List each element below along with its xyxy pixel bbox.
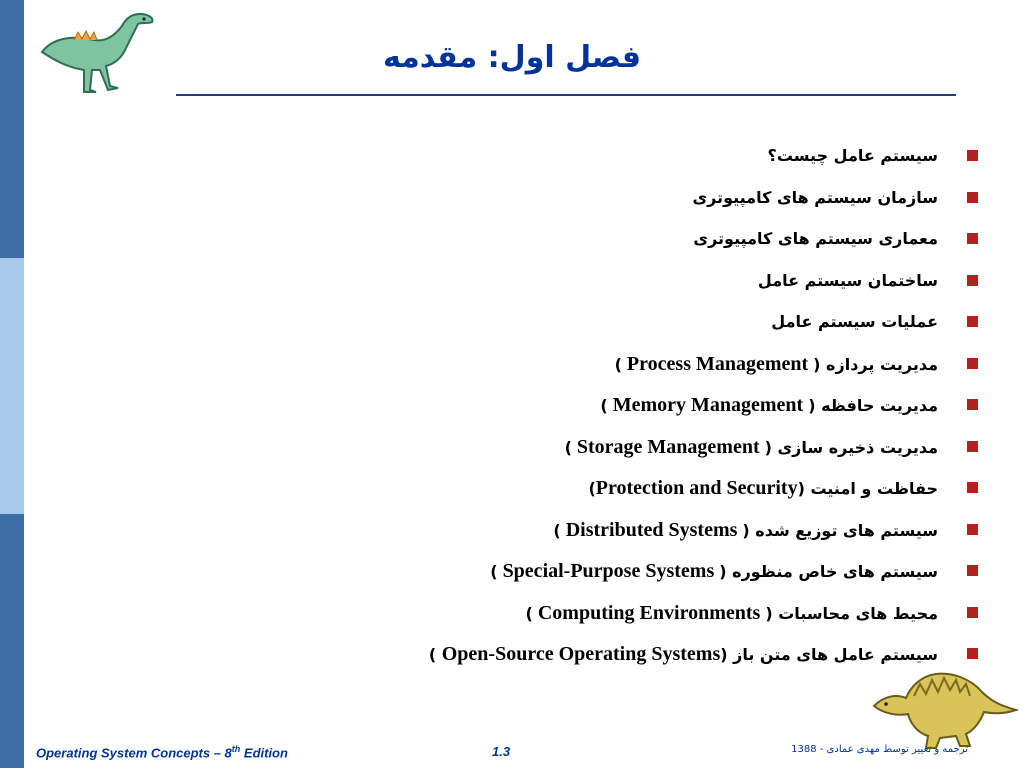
footer-book-title: Operating System Concepts – 8th Edition [36, 744, 288, 761]
list-item: مدیریت پردازه ( Process Management ) [338, 348, 978, 390]
list-item: عملیات سیستم عامل [338, 306, 978, 348]
bullet-list [338, 140, 978, 680]
list-item: حفاظت و امنیت (Protection and Security) [338, 472, 978, 514]
square-bullet-icon [967, 150, 978, 161]
list-item: سیستم عامل های متن باز (Open-Source Operating Systems ) [338, 638, 978, 680]
dinosaur-icon [870, 666, 1020, 750]
side-stripe-bottom [0, 514, 24, 768]
square-bullet-icon [967, 316, 978, 327]
list-item: معماری سیستم های کامپیوتری [338, 223, 978, 265]
square-bullet-icon [967, 358, 978, 369]
list-item: سیستم عامل چیست؟ [338, 140, 978, 182]
square-bullet-icon [967, 275, 978, 286]
slide-number: 1.3 [492, 744, 511, 759]
square-bullet-icon [967, 233, 978, 244]
square-bullet-icon [967, 565, 978, 576]
square-bullet-icon [967, 524, 978, 535]
list-item: سیستم های توزیع شده ( Distributed Systems ) [338, 514, 978, 556]
slide-title: فصل اول: مقدمه [382, 40, 642, 75]
square-bullet-icon [967, 441, 978, 452]
list-item: سازمان سیستم های کامپیوتری [338, 182, 978, 224]
list-item: مدیریت حافظه ( Memory Management ) [338, 389, 978, 431]
square-bullet-icon [967, 607, 978, 618]
list-item: ساختمان سیستم عامل [338, 265, 978, 307]
square-bullet-icon [967, 648, 978, 659]
side-stripe-top [0, 0, 24, 258]
square-bullet-icon [967, 482, 978, 493]
side-stripe-middle [0, 258, 24, 514]
square-bullet-icon [967, 192, 978, 203]
translator-credit: ترجمه و تغییر توسط مهدی عمادی - 1388 [791, 744, 968, 755]
title-divider [176, 94, 956, 96]
list-item: مدیریت ذخیره سازی ( Storage Management ) [338, 431, 978, 473]
square-bullet-icon [967, 399, 978, 410]
list-item: محیط های محاسبات ( Computing Environments ) [338, 597, 978, 639]
list-item: سیستم های خاص منظوره ( Special-Purpose Systems ) [338, 555, 978, 597]
